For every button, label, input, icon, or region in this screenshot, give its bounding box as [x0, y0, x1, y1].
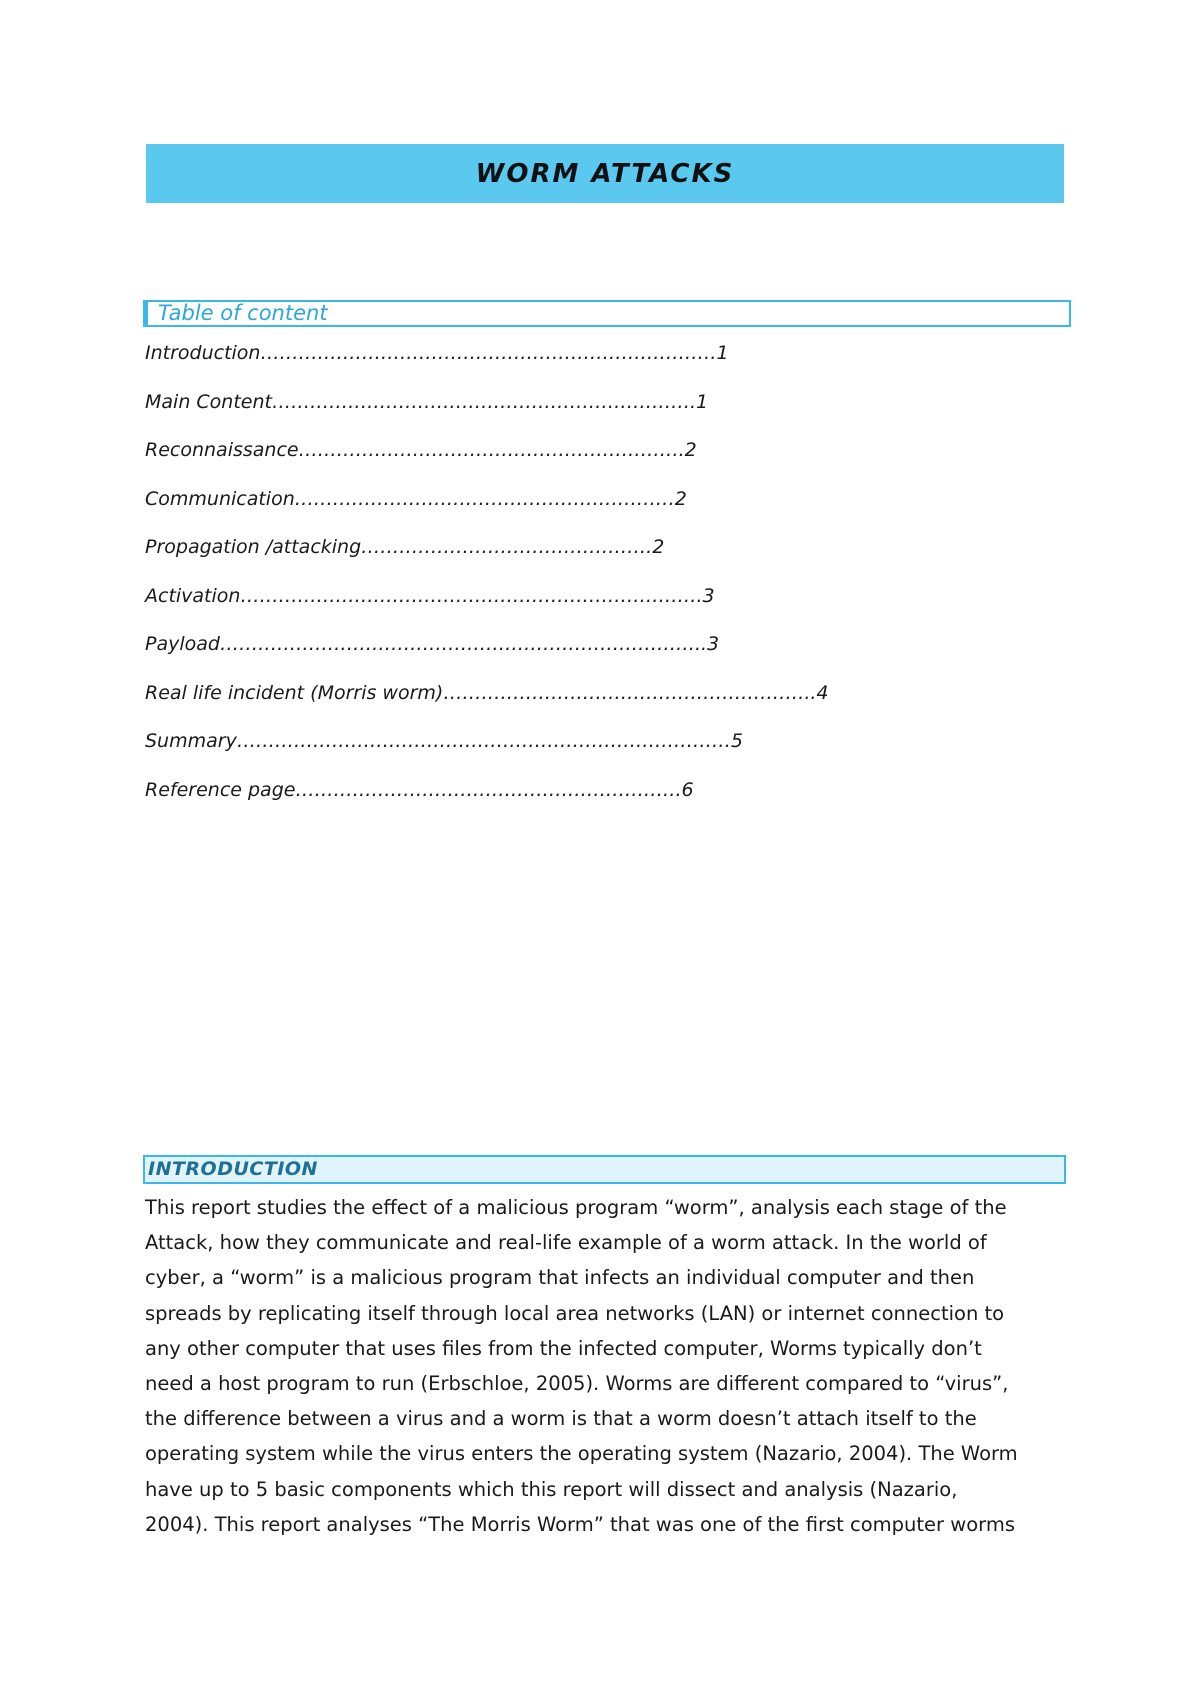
introduction-line: 2004). This report analyses “The Morris Worm” that was one of the first computer worms [145, 1512, 1015, 1536]
toc-item-summary: Summary……………………………………………………………………5 [145, 730, 743, 752]
toc-item-reference-page: Reference page…………………………………………………….6 [145, 778, 694, 801]
introduction-line: need a host program to run (Erbschloe, 2005). Worms are different compared to “virus”, [145, 1371, 1009, 1395]
introduction-line: spreads by replicating itself through local area networks (LAN) or internet connection to [145, 1301, 1005, 1325]
toc-item-main-content: Main Content………………………………………………………….1 [145, 390, 709, 413]
document-title: WORM ATTACKS [475, 158, 735, 189]
toc-list [145, 340, 829, 825]
introduction-line: the difference between a virus and a worm is that a worm doesn’t attach itself to the [145, 1407, 977, 1431]
introduction-paragraph [145, 1190, 1070, 1542]
toc-heading [143, 300, 1071, 327]
introduction-line: operating system while the virus enters the operating system (Nazario, 2004). The Worm [145, 1442, 1018, 1466]
introduction-line: cyber, a “worm” is a malicious program that infects an individual computer and then [145, 1266, 975, 1290]
toc-item-propagation: Propagation /attacking……………………………………….2 [145, 536, 665, 558]
introduction-heading [143, 1155, 1066, 1184]
toc-item-reconnaissance: Reconnaissance…………………………………………………….2 [145, 439, 697, 461]
introduction-heading-text: INTRODUCTION [148, 1158, 318, 1180]
document-title-banner [146, 144, 1064, 203]
toc-item-activation: Activation……………………………………………………………….3 [145, 584, 715, 607]
introduction-line: This report studies the effect of a malicious program “worm”, analysis each stage of the [145, 1196, 1007, 1219]
introduction-line: Attack, how they communicate and real-life example of a worm attack. In the world of [145, 1231, 987, 1255]
toc-item-introduction: Introduction………………………………………………………………1 [145, 342, 729, 364]
introduction-line: have up to 5 basic components which this report will dissect and analysis (Nazario, [145, 1477, 958, 1501]
toc-heading-text: Table of content [158, 301, 328, 325]
toc-item-real-life-incident: Real life incident (Morris worm)…………………………………………………..4 [145, 681, 829, 704]
toc-item-payload: Payload…………………………………………………………………..3 [145, 633, 720, 655]
toc-item-communication: Communication……………………………………………………2 [145, 487, 687, 510]
introduction-line: any other computer that uses files from the infected computer, Worms typically don’t [145, 1336, 982, 1360]
